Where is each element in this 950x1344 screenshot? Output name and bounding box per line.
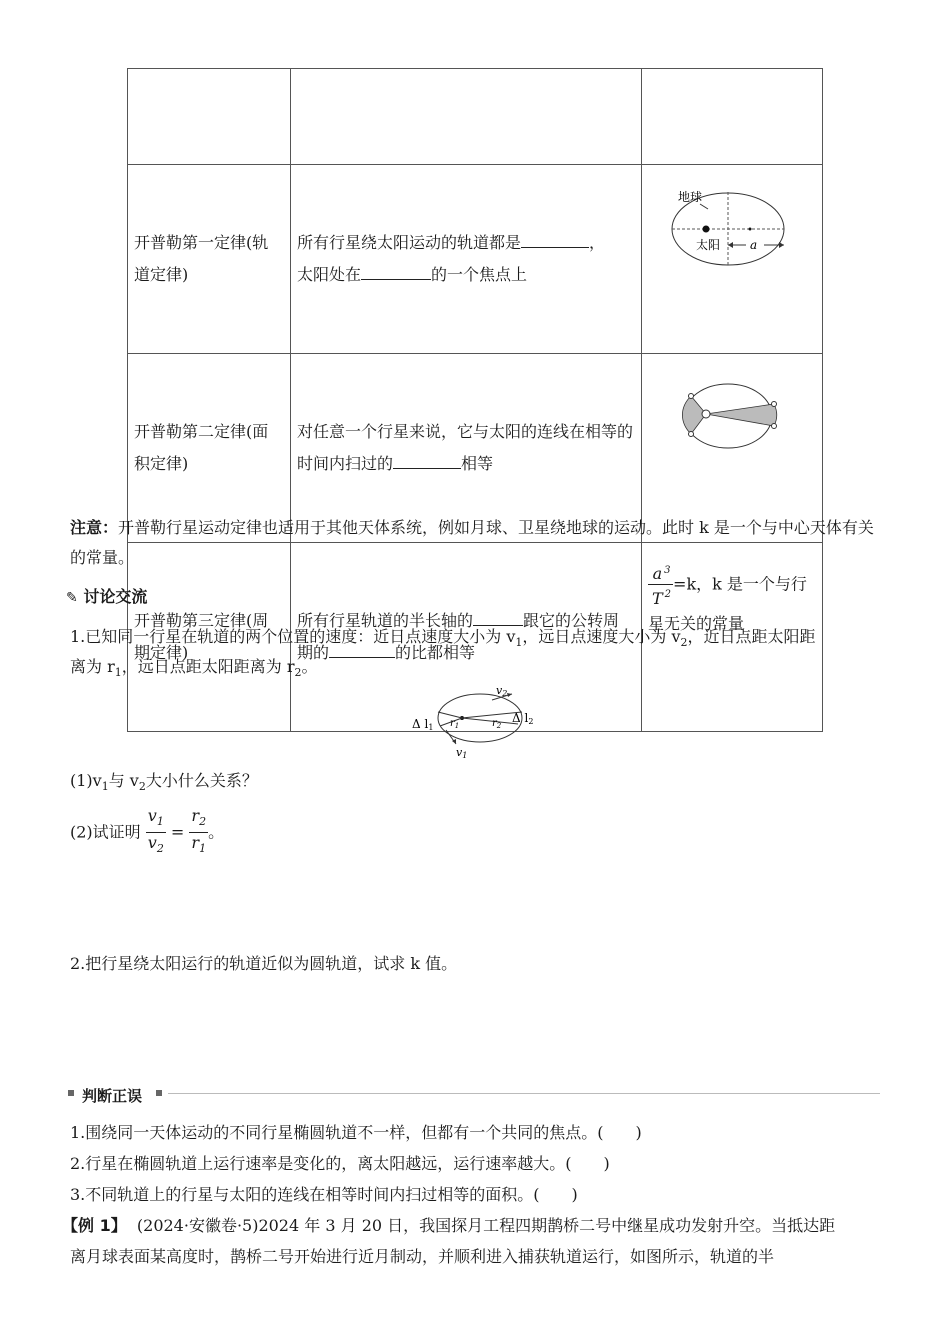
orbit-ellipse-figure: [648, 165, 798, 289]
law-content: 对任意一个行星来说，它与太阳的连线在相等的时间内扫过的 相等: [291, 354, 642, 543]
judge-header: 判断正误: [68, 1085, 880, 1105]
sub-question-2: (2)试证明 $\frac{v_1}{v_2}$ = $\frac{r_2}{r_1}$ 。: [70, 806, 224, 859]
sun-label: 太阳: [696, 238, 721, 252]
law-name: 开普勒第三定律(周期定律): [128, 543, 291, 732]
third-law-formula: $\frac{a ^3}{T ^2}$ =k，k 是一个与行星无关的常量: [642, 543, 823, 732]
law-content: 所有行星轨道的半长轴的 跟它的公转周期的 的比都相等: [291, 543, 642, 732]
velocity-orbit-figure: [410, 682, 550, 762]
q1-line2: 离为 $r_1$，远日点距太阳距离为 $r_2$。: [70, 657, 318, 680]
table-row: [128, 165, 823, 354]
table-header-row: [128, 69, 823, 165]
a-label: a: [750, 238, 758, 252]
judge-item-2: 2.行星在椭圆轨道上运行速率是变化的，离太阳越远，运行速率越大。( ): [70, 1154, 610, 1173]
v2-label: v2: [496, 684, 508, 698]
area-law-figure: [648, 354, 798, 478]
discussion-header: ✎ 讨论交流: [66, 587, 148, 606]
a3-over-T2: $\frac{a ^3}{T ^2}$: [648, 561, 673, 609]
law-name: 开普勒第一定律(轨道定律): [128, 165, 291, 354]
sub-question-1: $(1)v_1$与 $v_2$大小什么关系？: [70, 771, 258, 794]
law-name: 开普勒第二定律(面积定律): [128, 354, 291, 543]
dl1-label: Δ l1: [412, 717, 434, 732]
example-line-1: 【例 1】 (2024·安徽卷·5)2024 年 3 月 20 日，我国探月工程四期鹊桥二号中继星成功发射升空。当抵达距: [62, 1216, 836, 1235]
sun-dot: [703, 226, 710, 233]
v-ratio: $\frac{v_1}{v_2}$: [147, 806, 164, 856]
r2-label: $r_2$: [492, 718, 502, 730]
law-content: 所有行星绕太阳运动的轨道都是 ， 太阳处在 的一个焦点上: [291, 165, 642, 354]
example-line-2: 离月球表面某高度时，鹊桥二号开始进行近月制动，并顺利进入捕获轨道运行，如图所示，轨道的半: [70, 1247, 775, 1266]
q1-line1: 1.已知同一行星在轨道的两个位置的速度：近日点速度大小为 $v_1$，远日点速度大小为 $v_2$，近日点距太阳距: [70, 627, 816, 650]
q2-text: 2.把行星绕太阳运行的轨道近似为圆轨道，试求 k 值。: [70, 954, 458, 973]
note-paragraph: 注意：开普勒行星运动定律也适用于其他天体系统，例如月球、卫星绕地球的运动。此时 k 是一个与中心天体有关的常量。: [70, 518, 874, 567]
r-ratio: $\frac{r_2}{r_1}$: [191, 806, 207, 856]
judge-item-1: 1.围绕同一天体运动的不同行星椭圆轨道不一样，但都有一个共同的焦点。( ): [70, 1123, 642, 1142]
edit-icon: ✎: [66, 590, 78, 606]
r1-label: $r_1$: [450, 718, 460, 730]
ellipse-figure-cell: [642, 165, 823, 354]
dl2-label: Δ l2: [512, 711, 534, 726]
earth-label: 地球: [678, 190, 703, 204]
v1-label: v1: [456, 746, 468, 760]
judge-item-3: 3.不同轨道上的行星与太阳的连线在相等时间内扫过相等的面积。( ): [70, 1185, 578, 1204]
